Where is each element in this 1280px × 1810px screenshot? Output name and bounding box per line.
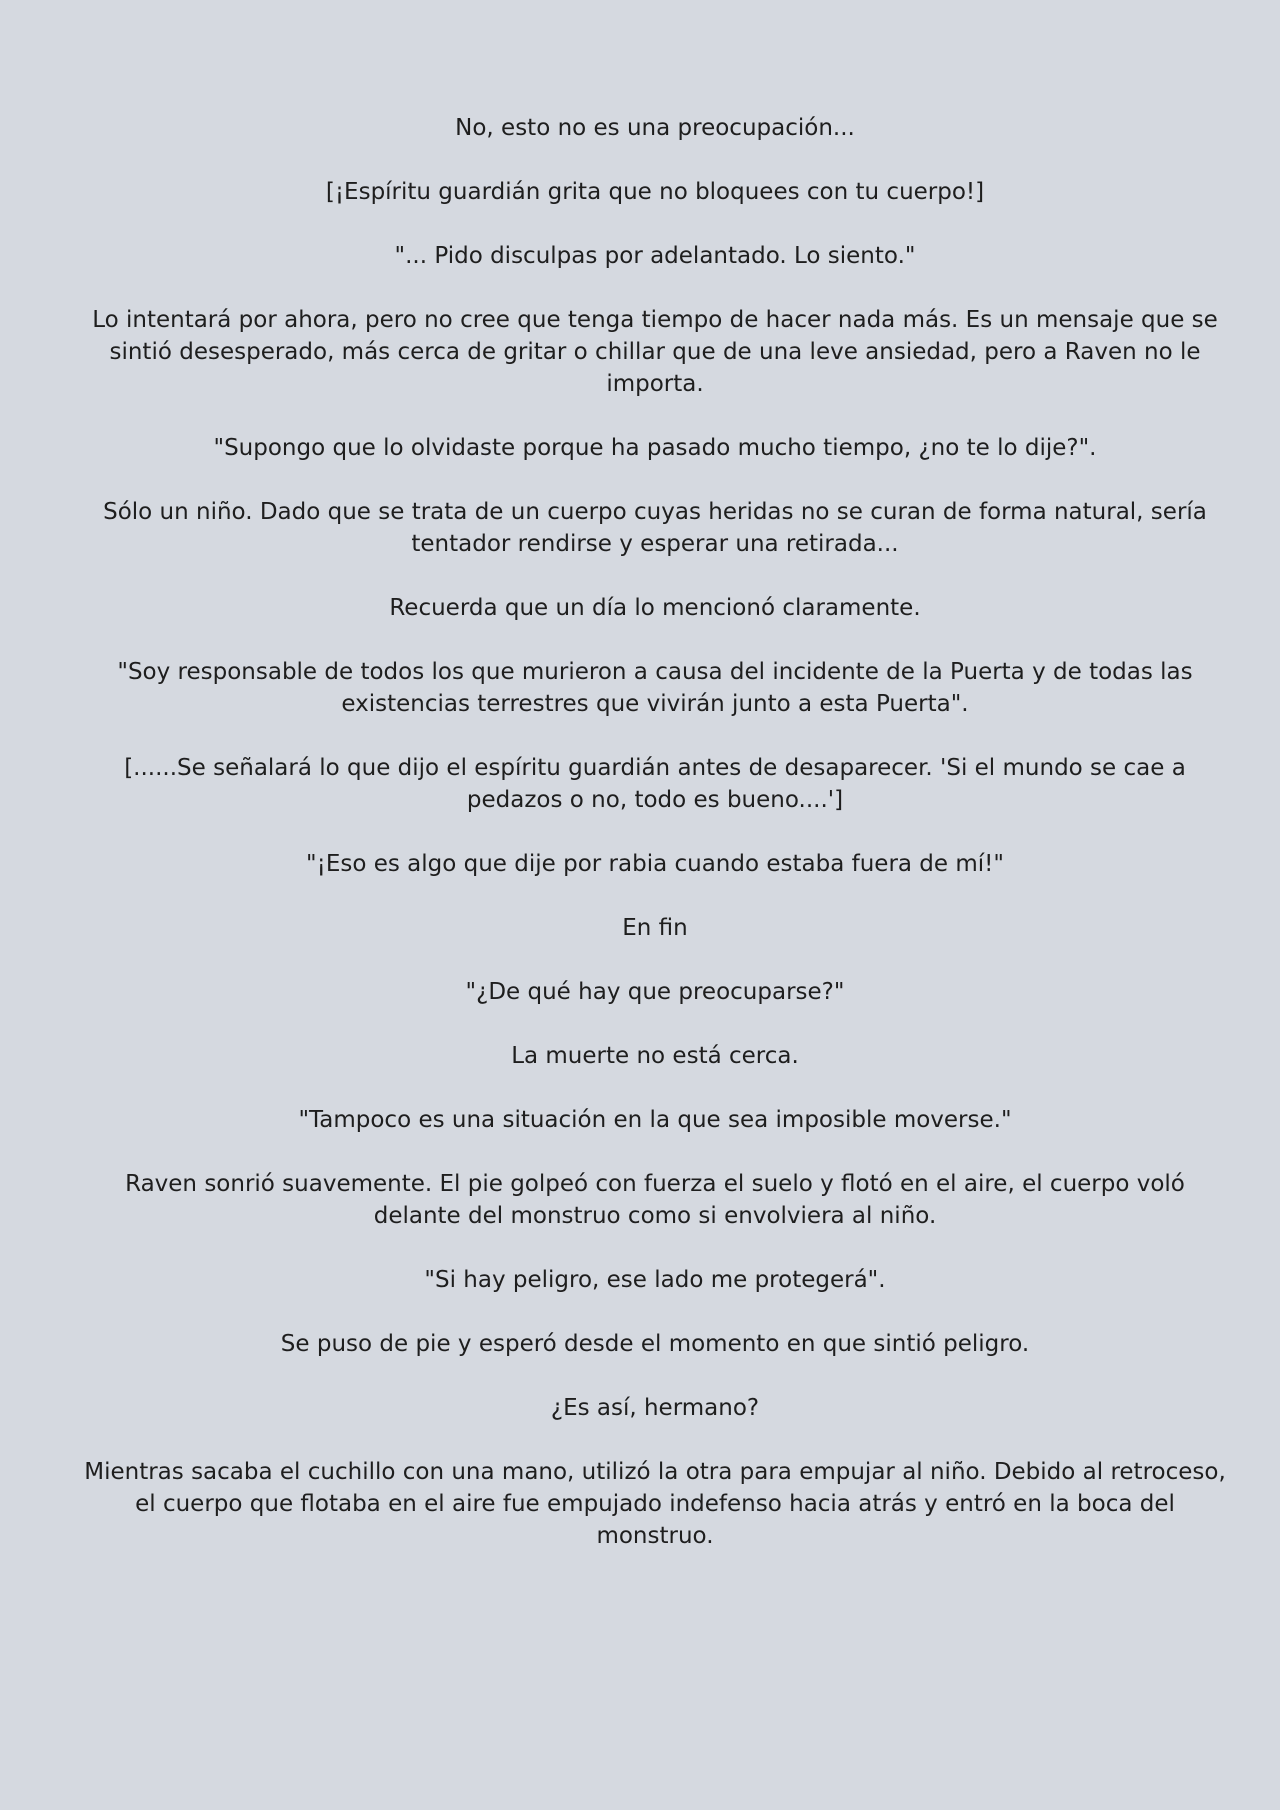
paragraph-17: Se puso de pie y esperó desde el momento en que sintió peligro. [280,1331,1030,1357]
paragraph-2: [¡Espíritu guardián grita que no bloquees con tu cuerpo!] [325,179,985,205]
paragraph-13: La muerte no está cerca. [511,1043,799,1069]
paragraph-18: ¿Es así, hermano? [550,1395,760,1421]
paragraph-3: "... Pido disculpas por adelantado. Lo siento." [394,243,916,269]
paragraph-19: Mientras sacaba el cuchillo con una mano, utilizó la otra para empujar al niño. Debido al retroceso, el cuerpo que flotaba en el aire fue empujado indefenso hacia atrás y entró en la boca del monstruo. [84,1459,1226,1549]
paragraph-8: "Soy responsable de todos los que murieron a causa del incidente de la Puerta y de todas las existencias terrestres que vivirán junto a esta Puerta". [117,659,1193,717]
paragraph-7: Recuerda que un día lo mencionó claramente. [389,595,921,621]
paragraph-10: "¡Eso es algo que dije por rabia cuando estaba fuera de mí!" [306,851,1004,877]
paragraph-4: Lo intentará por ahora, pero no cree que tenga tiempo de hacer nada más. Es un mensaje que se sintió desesperado, más cerca de gritar o chillar que de una leve ansiedad, pero a Raven no le importa. [92,307,1218,397]
paragraph-1: No, esto no es una preocupación... [455,115,855,141]
paragraph-14: "Tampoco es una situación en la que sea imposible moverse." [298,1107,1012,1133]
paragraph-12: "¿De qué hay que preocuparse?" [465,979,845,1005]
paragraph-5: "Supongo que lo olvidaste porque ha pasado mucho tiempo, ¿no te lo dije?". [213,435,1097,461]
paragraph-6: Sólo un niño. Dado que se trata de un cuerpo cuyas heridas no se curan de forma natural, sería tentador rendirse y esperar una retirada... [103,499,1207,557]
paragraph-9: [......Se señalará lo que dijo el espíritu guardián antes de desaparecer. 'Si el mundo se cae a pedazos o no, todo es bueno....'] [124,755,1186,813]
paragraph-16: "Si hay peligro, ese lado me protegerá". [424,1267,886,1293]
paragraph-15: Raven sonrió suavemente. El pie golpeó con fuerza el suelo y flotó en el aire, el cuerpo voló delante del monstruo como si envolviera al niño. [125,1171,1185,1229]
document-page [80,112,1230,1584]
paragraph-11: En fin [622,915,688,941]
